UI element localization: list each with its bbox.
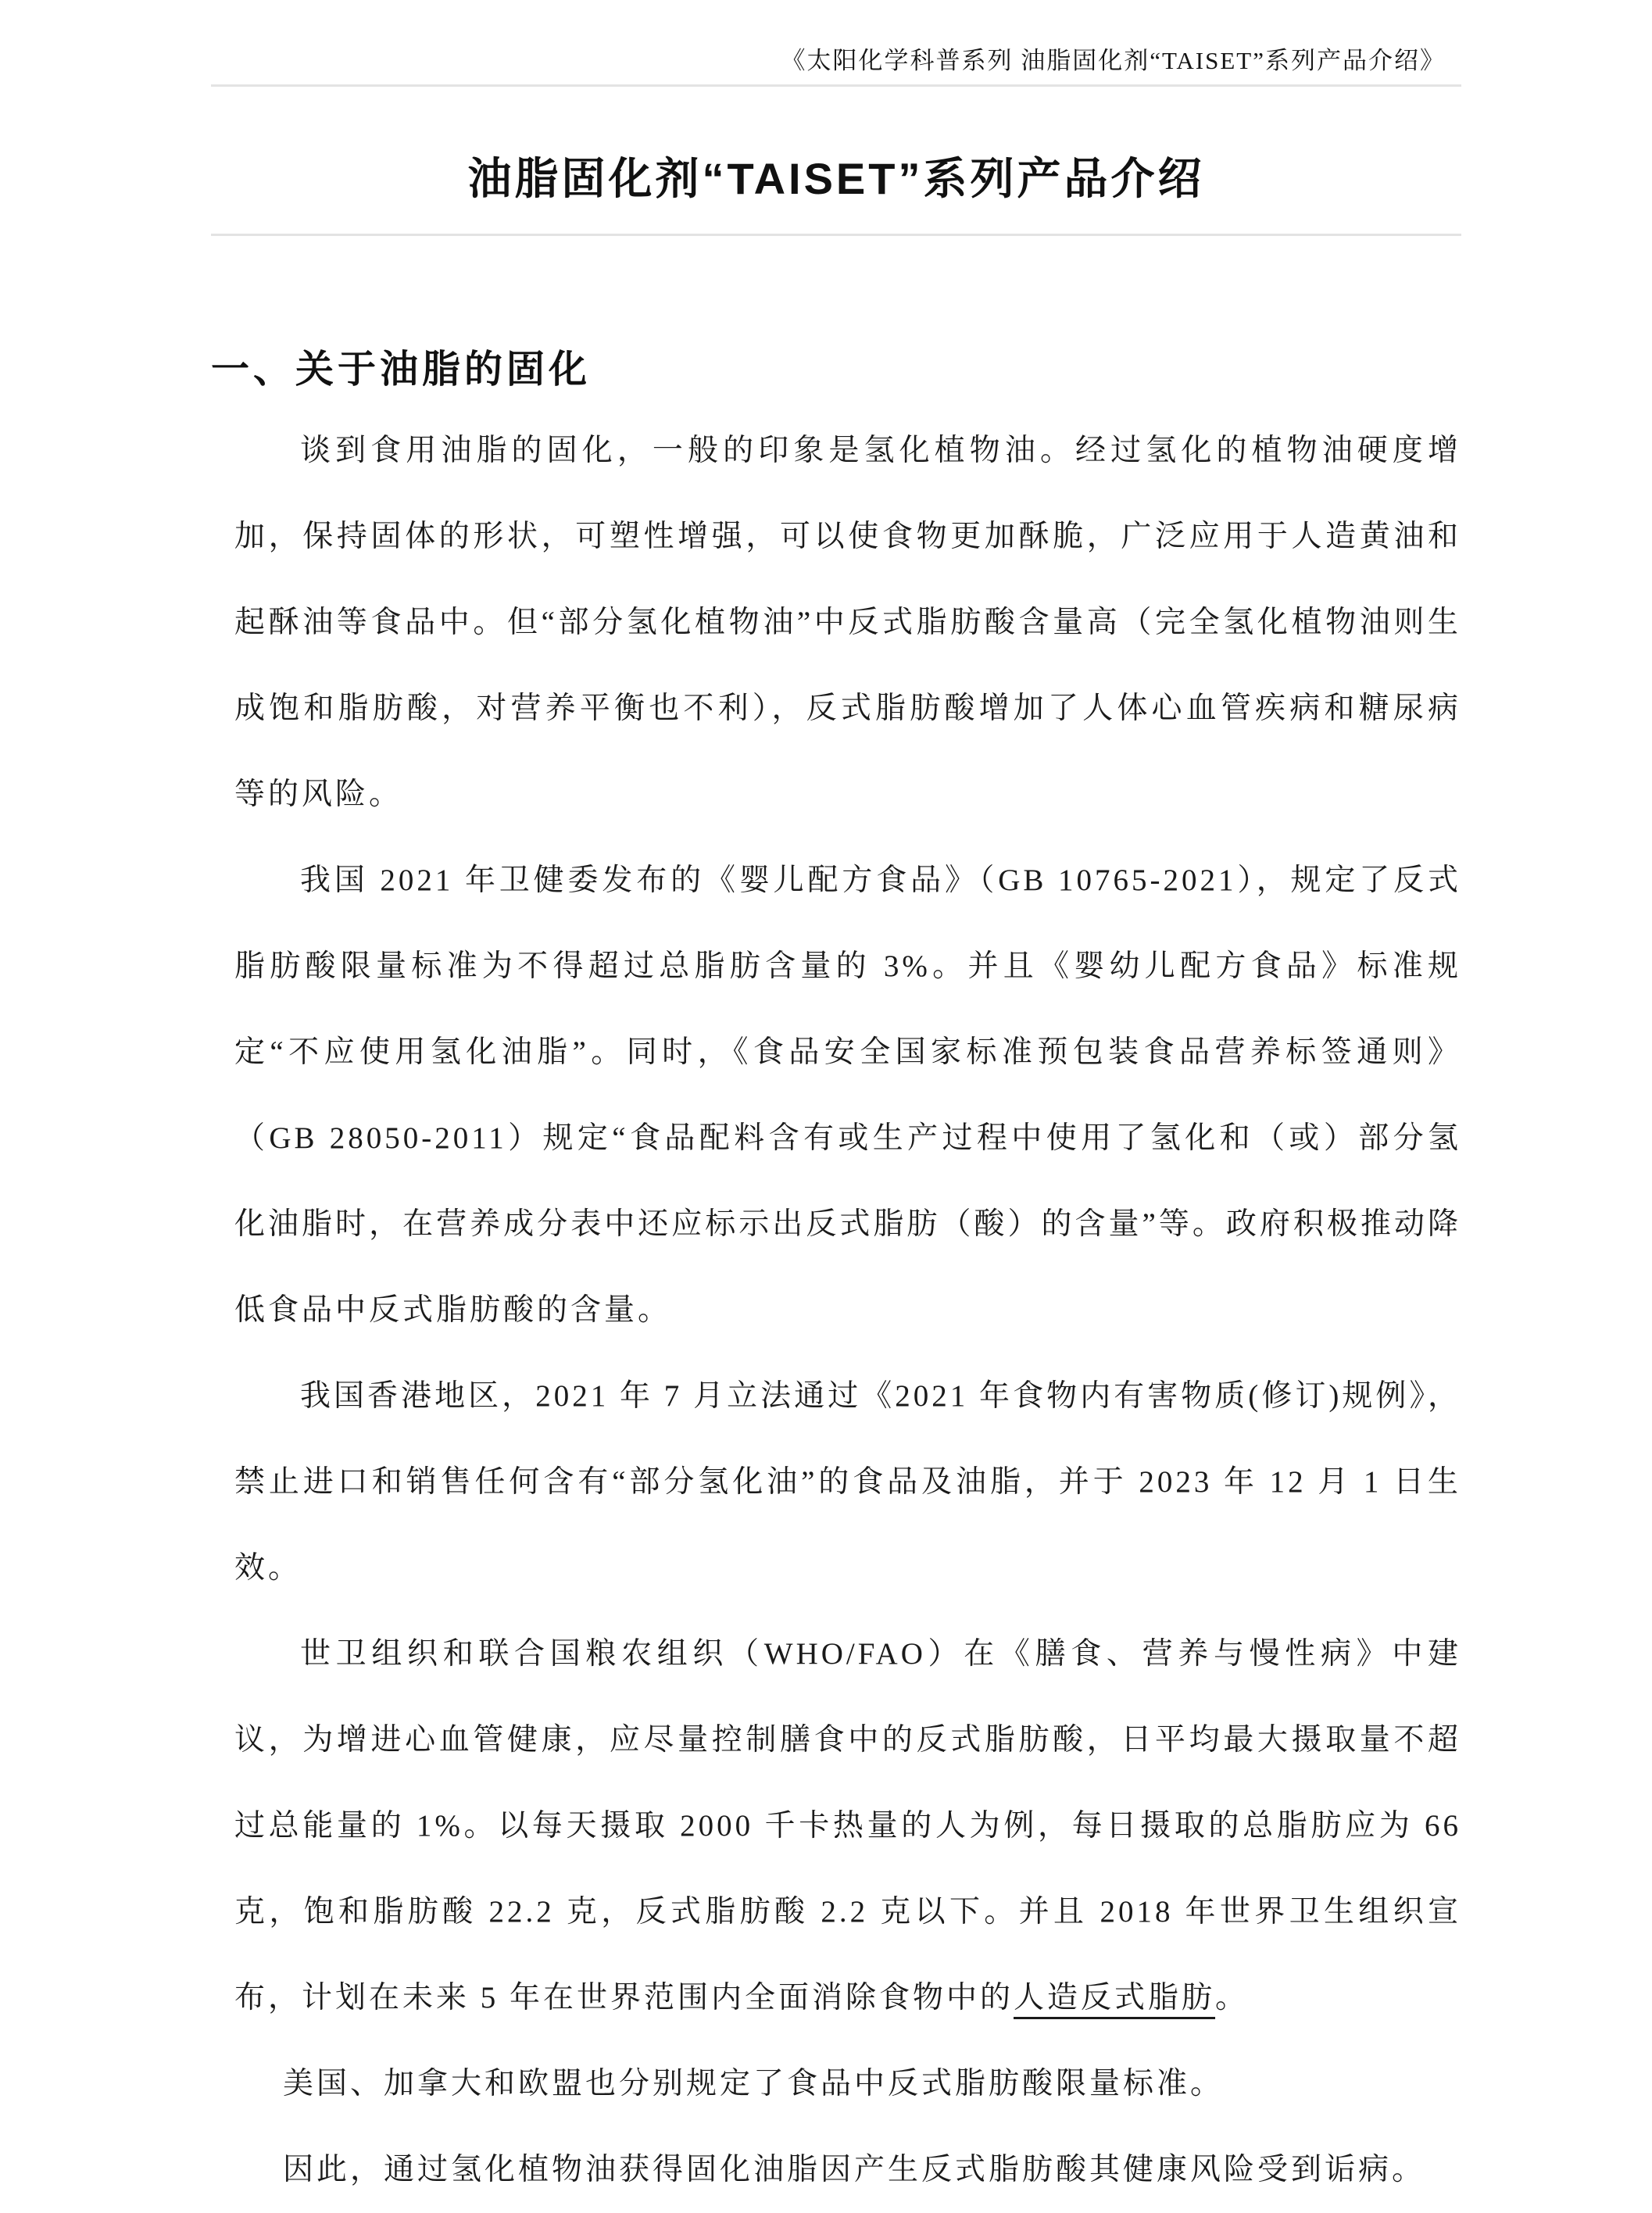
section-heading: 一、关于油脂的固化 — [211, 349, 592, 391]
underlined-term: 人造反式脂肪 — [1014, 1981, 1216, 2015]
paragraph-3: 我国香港地区，2021 年 7 月立法通过《2021 年食物内有害物质(修订)规例》，禁止进口和销售任何含有“部分氢化油”的食品及油脂，并于 2023 年 12 月 1 日生效。 — [234, 1379, 1461, 1585]
paragraph-4-text: 世卫组织和联合国粮农组织（WHO/FAO）在《膳食、营养与慢性病》中建议，为增进心血管健康，应尽量控制膳食中的反式脂肪酸，日平均最大摄取量不超过总能量的 1%。以每天摄取 2000 千卡热量的人为例，每日摄取的总脂肪应为 66 克，饱和脂肪酸 22.2 克，反式脂肪酸 2.2 克以下。并且 2018 年世界卫生组织宣布，计划在未来 5 年在世界范围内全面消除食物中的 — [234, 1637, 1461, 2015]
paragraph-1: 谈到食用油脂的固化，一般的印象是氢化植物油。经过氢化的植物油硬度增加，保持固体的形状，可塑性增强，可以使食物更加酥脆，广泛应用于人造黄油和起酥油等食品中。但“部分氢化植物油”中反式脂肪酸含量高（完全氢化植物油则生成饱和脂肪酸，对营养平衡也不利），反式脂肪酸增加了人体心血管疾病和糖尿病等的风险。 — [234, 434, 1461, 811]
paragraph-4-period: 。 — [1215, 1981, 1250, 2015]
paragraph-2: 我国 2021 年卫健委发布的《婴儿配方食品》（GB 10765-2021），规定了反式脂肪酸限量标准为不得超过总脂肪含量的 3%。并且《婴幼儿配方食品》标准规定“不应使用氢化油脂”。同时，《食品安全国家标准预包装食品营养标签通则》（GB 28050-2011）规定“食品配料含有或生产过程中使用了氢化和（或）部分氢化油脂时，在营养成分表中还应标示出反式脂肪（酸）的含量”等。政府积极推动降低食品中反式脂肪酸的含量。 — [234, 863, 1461, 1327]
body-text — [211, 408, 1461, 2213]
paragraph-4 — [234, 1611, 1461, 2041]
document-content — [211, 0, 1461, 2213]
header-divider — [211, 84, 1461, 87]
paragraph-5: 美国、加拿大和欧盟也分别规定了食品中反式脂肪酸限量标准。 — [283, 2067, 1225, 2100]
document-title: 油脂固化剂“TAISET”系列产品介绍 — [467, 154, 1205, 203]
document-header: 《太阳化学科普系列 油脂固化剂“TAISET”系列产品介绍》 — [781, 47, 1446, 74]
paragraph-6: 因此，通过氢化植物油获得固化油脂因产生反式脂肪酸其健康风险受到诟病。 — [283, 2153, 1426, 2186]
title-divider — [211, 234, 1461, 236]
